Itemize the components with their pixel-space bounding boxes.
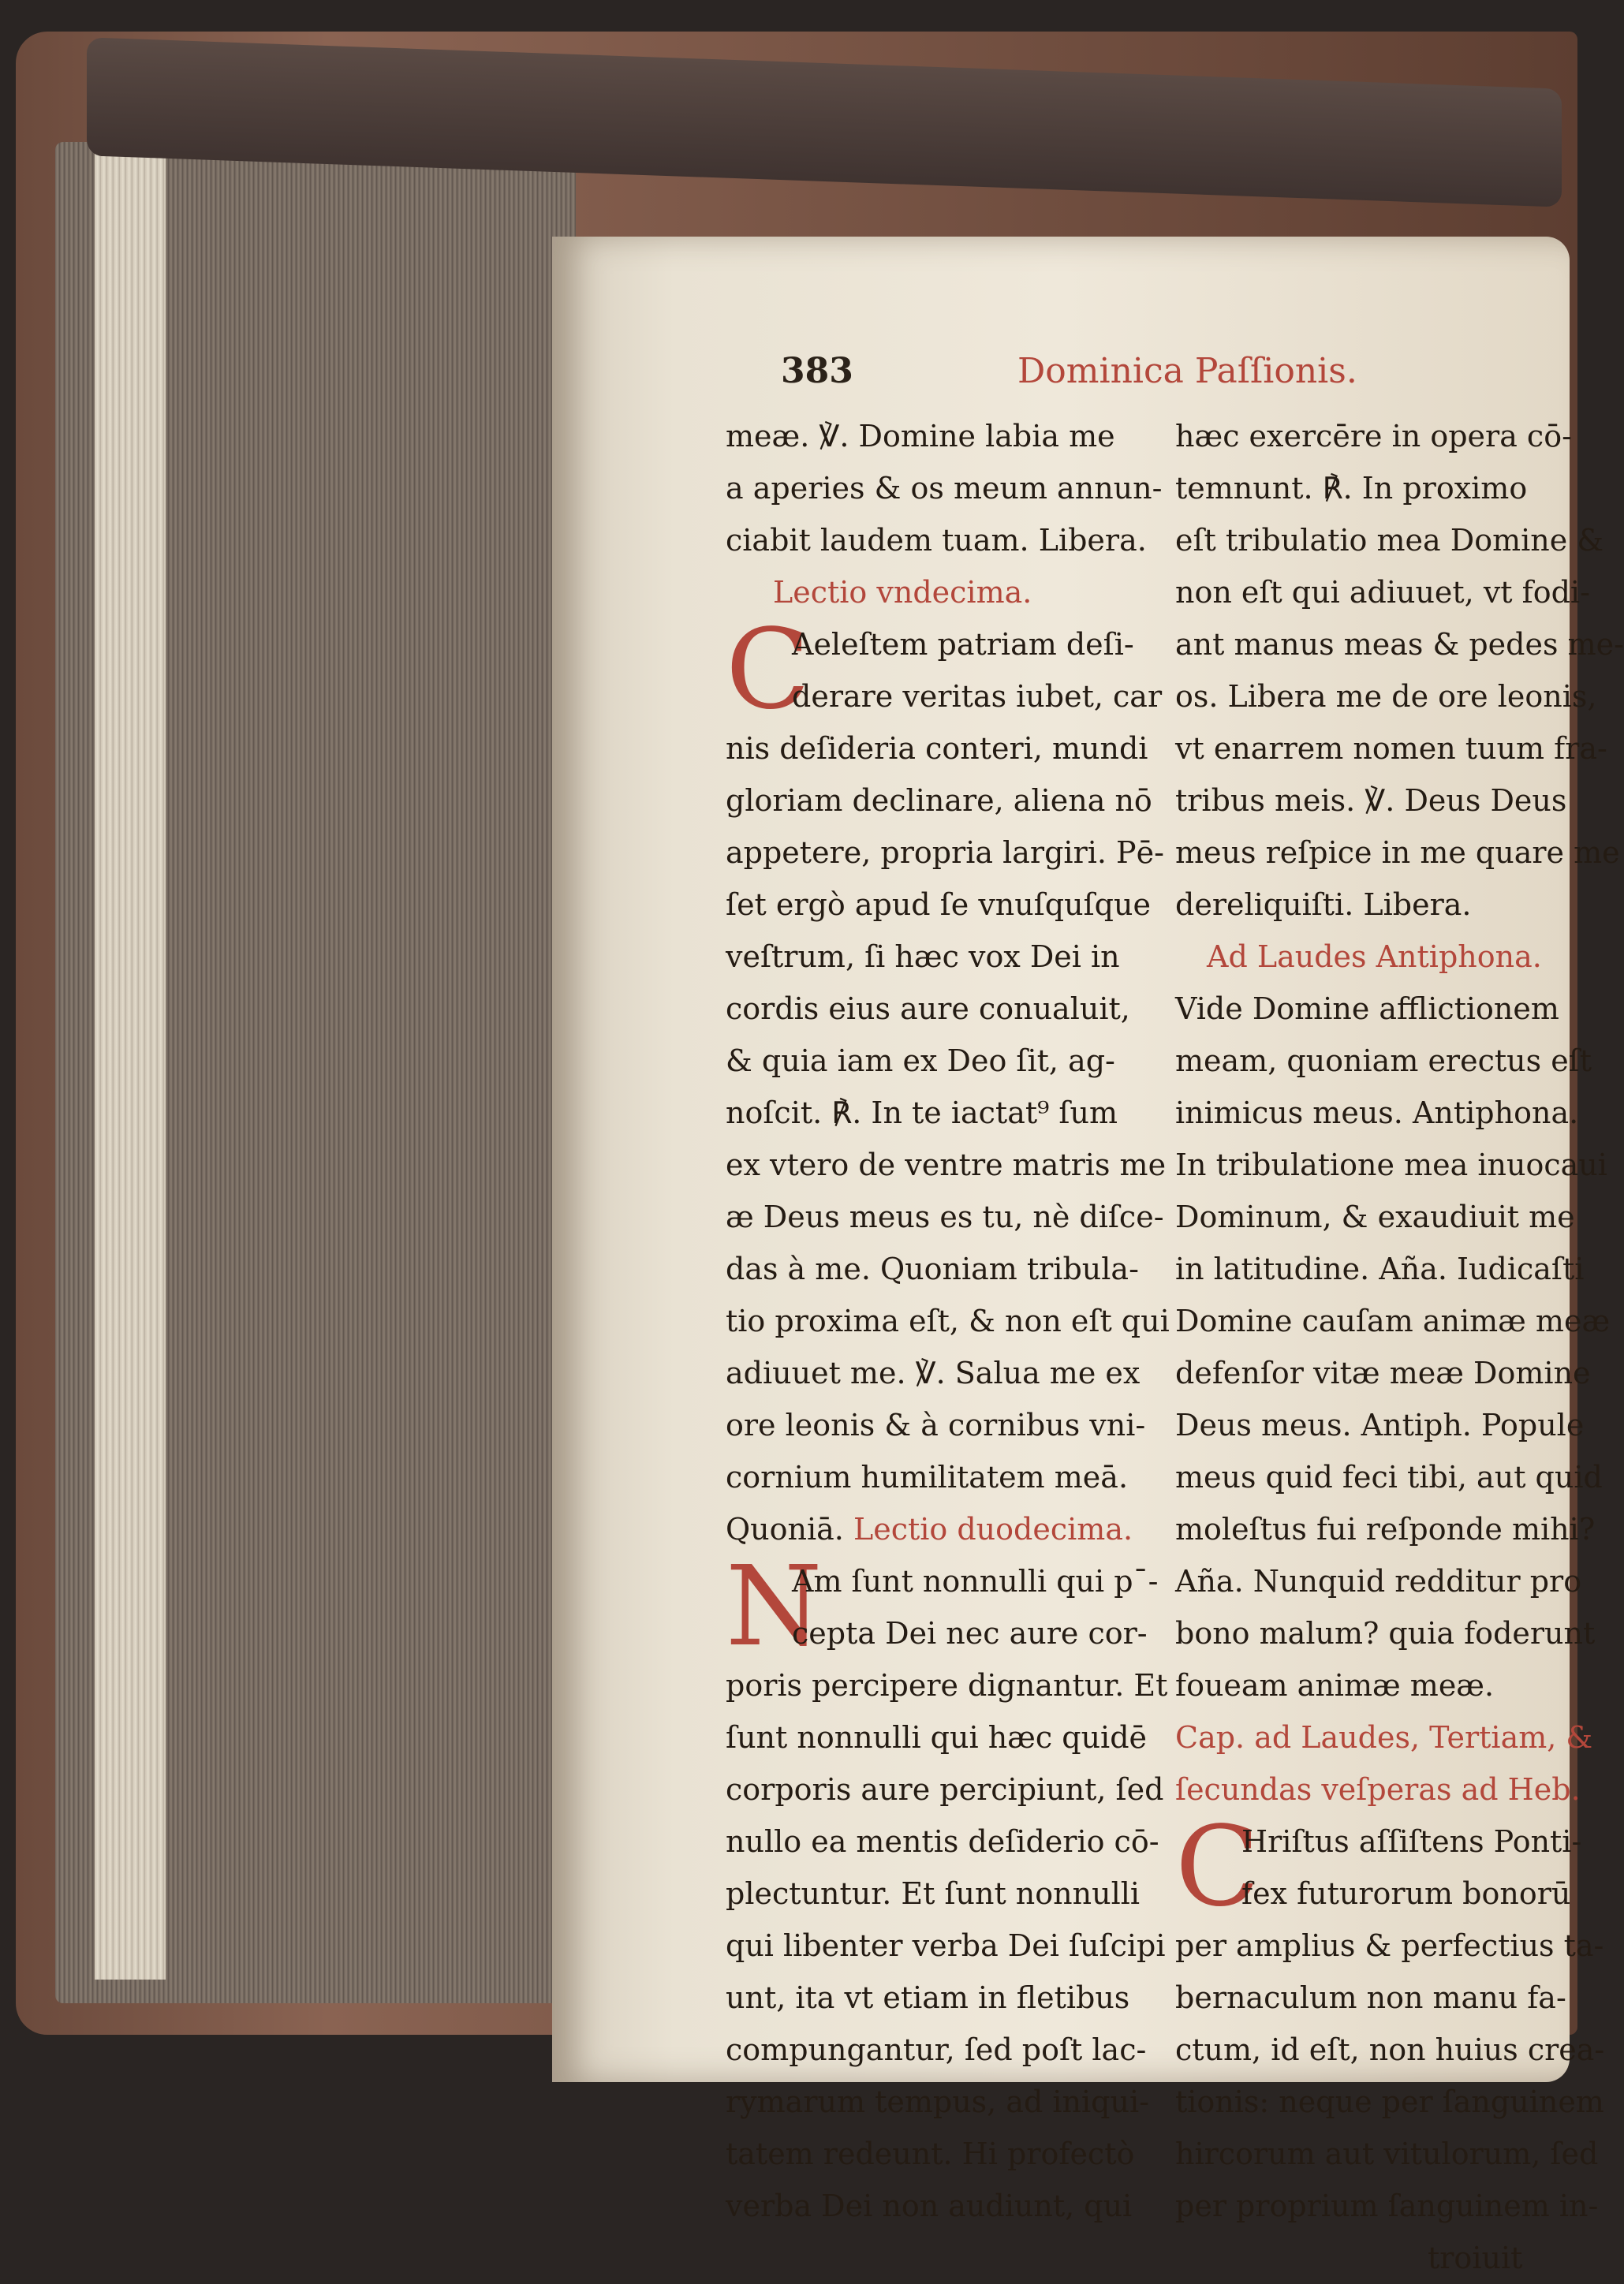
text-column-right bbox=[1175, 410, 1624, 2275]
text-line: unt, ita vt etiam in fletibus bbox=[726, 1980, 1130, 2015]
text-line: ciabit laudem tuam. Libera. bbox=[726, 523, 1147, 558]
text-line: rymarum tempus, ad iniqui- bbox=[726, 2084, 1149, 2119]
text-line: cornium humilitatem meā. bbox=[726, 1460, 1129, 1495]
text-line: Aeleſtem patriam deſi- bbox=[792, 627, 1134, 662]
text-line: meæ. ℣. Domine labia me bbox=[726, 419, 1115, 453]
running-head bbox=[781, 351, 1570, 398]
text-line: Domine cauſam animæ meæ bbox=[1175, 1304, 1611, 1338]
text-line: ctum, id eſt, non huius crea- bbox=[1175, 2032, 1605, 2067]
text-line: & quia iam ex Deo ſit, ag- bbox=[726, 1043, 1115, 1078]
text-line: bernaculum non manu fa- bbox=[1175, 1980, 1566, 2015]
text-line: cepta Dei nec aure cor- bbox=[792, 1616, 1148, 1651]
text-line: das à me. Quoniam tribula- bbox=[726, 1252, 1139, 1286]
text-line: gloriam declinare, aliena nō bbox=[726, 783, 1152, 818]
text-line: nis deſideria conteri, mundi bbox=[726, 731, 1148, 766]
text-line: ſet ergò apud ſe vnuſquſque bbox=[726, 887, 1151, 922]
text-line: inimicus meus. Antiphona. bbox=[1175, 1095, 1579, 1130]
text-line: plectuntur. Et ſunt nonnulli bbox=[726, 1876, 1141, 1911]
text-line: vt enarrem nomen tuum fra- bbox=[1175, 731, 1607, 766]
text-line: noſcit. ℟. In te iactat⁹ ſum bbox=[726, 1095, 1118, 1130]
text-line: meus reſpice in me quare me bbox=[1175, 835, 1620, 870]
text-line: hircorum aut vitulorum, ſed bbox=[1175, 2137, 1599, 2171]
text-line: moleſtus fui reſponde mihi? bbox=[1175, 1512, 1596, 1547]
text-line: troiuit bbox=[1428, 2241, 1523, 2275]
text-line: in latitudine. Aña. Iudicaſti bbox=[1175, 1252, 1585, 1286]
text-line: corporis aure percipiunt, ſed bbox=[726, 1772, 1164, 1807]
text-line: meam, quoniam erectus eſt bbox=[1175, 1043, 1592, 1078]
rubric-heading: ſecundas veſperas ad Heb. bbox=[1175, 1772, 1581, 1807]
text-column-left bbox=[726, 410, 1215, 2223]
text-line: dereliquiſti. Libera. bbox=[1175, 887, 1472, 922]
text-line: meus quid feci tibi, aut quid bbox=[1175, 1460, 1603, 1495]
drop-capital: C bbox=[726, 606, 811, 734]
text-line: compungantur, ſed poſt lac- bbox=[726, 2032, 1147, 2067]
text-line: nullo ea mentis deſiderio cō- bbox=[726, 1824, 1159, 1859]
paragraph-lectio-11 bbox=[726, 606, 1215, 1503]
text-line: bono malum? quia foderunt bbox=[1175, 1616, 1596, 1651]
text-line: adiuuet me. ℣. Salua me ex bbox=[726, 1356, 1141, 1390]
text-line: ant manus meas & pedes me- bbox=[1175, 627, 1624, 662]
text-line: qui libenter verba Dei ſuſcipi bbox=[726, 1928, 1166, 1963]
text-line: tribus meis. ℣. Deus Deus bbox=[1175, 783, 1567, 818]
rubric-heading: Cap. ad Laudes, Tertiam, & bbox=[1175, 1720, 1593, 1755]
text-line: ore leonis & à cornibus vni- bbox=[726, 1408, 1146, 1442]
text-line: Vide Domine afflictionem bbox=[1175, 991, 1559, 1026]
text-line: derare veritas iubet, car bbox=[792, 679, 1163, 714]
text-line: Aña. Nunquid redditur pro bbox=[1175, 1564, 1582, 1599]
text-line: æ Deus meus es tu, nè diſce- bbox=[726, 1200, 1164, 1234]
text-line: tio proxima eſt, & non eſt qui bbox=[726, 1304, 1170, 1338]
rubric-heading: Lectio vndecima. bbox=[773, 575, 1032, 610]
text-line: tatem redeunt. Hi profectò bbox=[726, 2137, 1135, 2171]
text-line: eſt tribulatio mea Domine & bbox=[1175, 523, 1604, 558]
text-line: Am ſunt nonnulli qui pˉ- bbox=[792, 1564, 1159, 1599]
text-line: verba Dei non audiunt, qui bbox=[726, 2189, 1133, 2223]
drop-capital: N bbox=[726, 1543, 823, 1671]
text-line: a aperies & os meum annun- bbox=[726, 471, 1163, 506]
text-line bbox=[726, 1503, 1215, 1555]
text-line: In tribulatione mea inuocaui bbox=[1175, 1148, 1607, 1182]
text-line: tionis: neque per ſanguinem bbox=[1175, 2084, 1604, 2119]
text-line: non eſt qui adiuuet, vt fodi- bbox=[1175, 575, 1590, 610]
text-line: poris percipere dignantur. Et bbox=[726, 1668, 1168, 1703]
paragraph-capitulum bbox=[1175, 1803, 1605, 2284]
text-line: Dominum, & exaudiuit me bbox=[1175, 1200, 1575, 1234]
text-line: appetere, propria largiri. Pē- bbox=[726, 835, 1164, 870]
paragraph-lectio-12 bbox=[726, 1543, 1215, 2232]
text-line: cordis eius aure conualuit, bbox=[726, 991, 1130, 1026]
text-line: veſtrum, ſi hæc vox Dei in bbox=[726, 939, 1120, 974]
text-line: per proprium ſanguinem in- bbox=[1175, 2189, 1599, 2223]
rubric-heading: Lectio duodecima. bbox=[853, 1512, 1133, 1547]
page-number: 383 bbox=[781, 351, 853, 391]
text-line: Hriſtus aſſiſtens Ponti- bbox=[1241, 1824, 1582, 1859]
drop-capital: C bbox=[1175, 1803, 1260, 1931]
text-line: os. Libera me de ore leonis, bbox=[1175, 679, 1597, 714]
text-line: ex vtero de ventre matris me bbox=[726, 1148, 1167, 1182]
text-line: ſunt nonnulli qui hæc quidē bbox=[726, 1720, 1148, 1755]
text-line: Deus meus. Antiph. Popule bbox=[1175, 1408, 1585, 1442]
text-line: hæc exercēre in opera cō- bbox=[1175, 419, 1572, 453]
rubric-heading: Ad Laudes Antiphona. bbox=[1207, 939, 1542, 974]
text-line: fex futurorum bonorū bbox=[1241, 1876, 1571, 1911]
text-line: per amplius & perfectius ta- bbox=[1175, 1928, 1604, 1963]
text-line: temnunt. ℟. In proximo bbox=[1175, 471, 1528, 506]
text-line: foueam animæ meæ. bbox=[1175, 1668, 1495, 1703]
running-title: Dominica Paſſionis. bbox=[1017, 351, 1357, 391]
page-fore-edge bbox=[95, 150, 166, 1980]
text-fragment: Quoniā. bbox=[726, 1512, 844, 1547]
text-line: defenſor vitæ meæ Domine bbox=[1175, 1356, 1591, 1390]
